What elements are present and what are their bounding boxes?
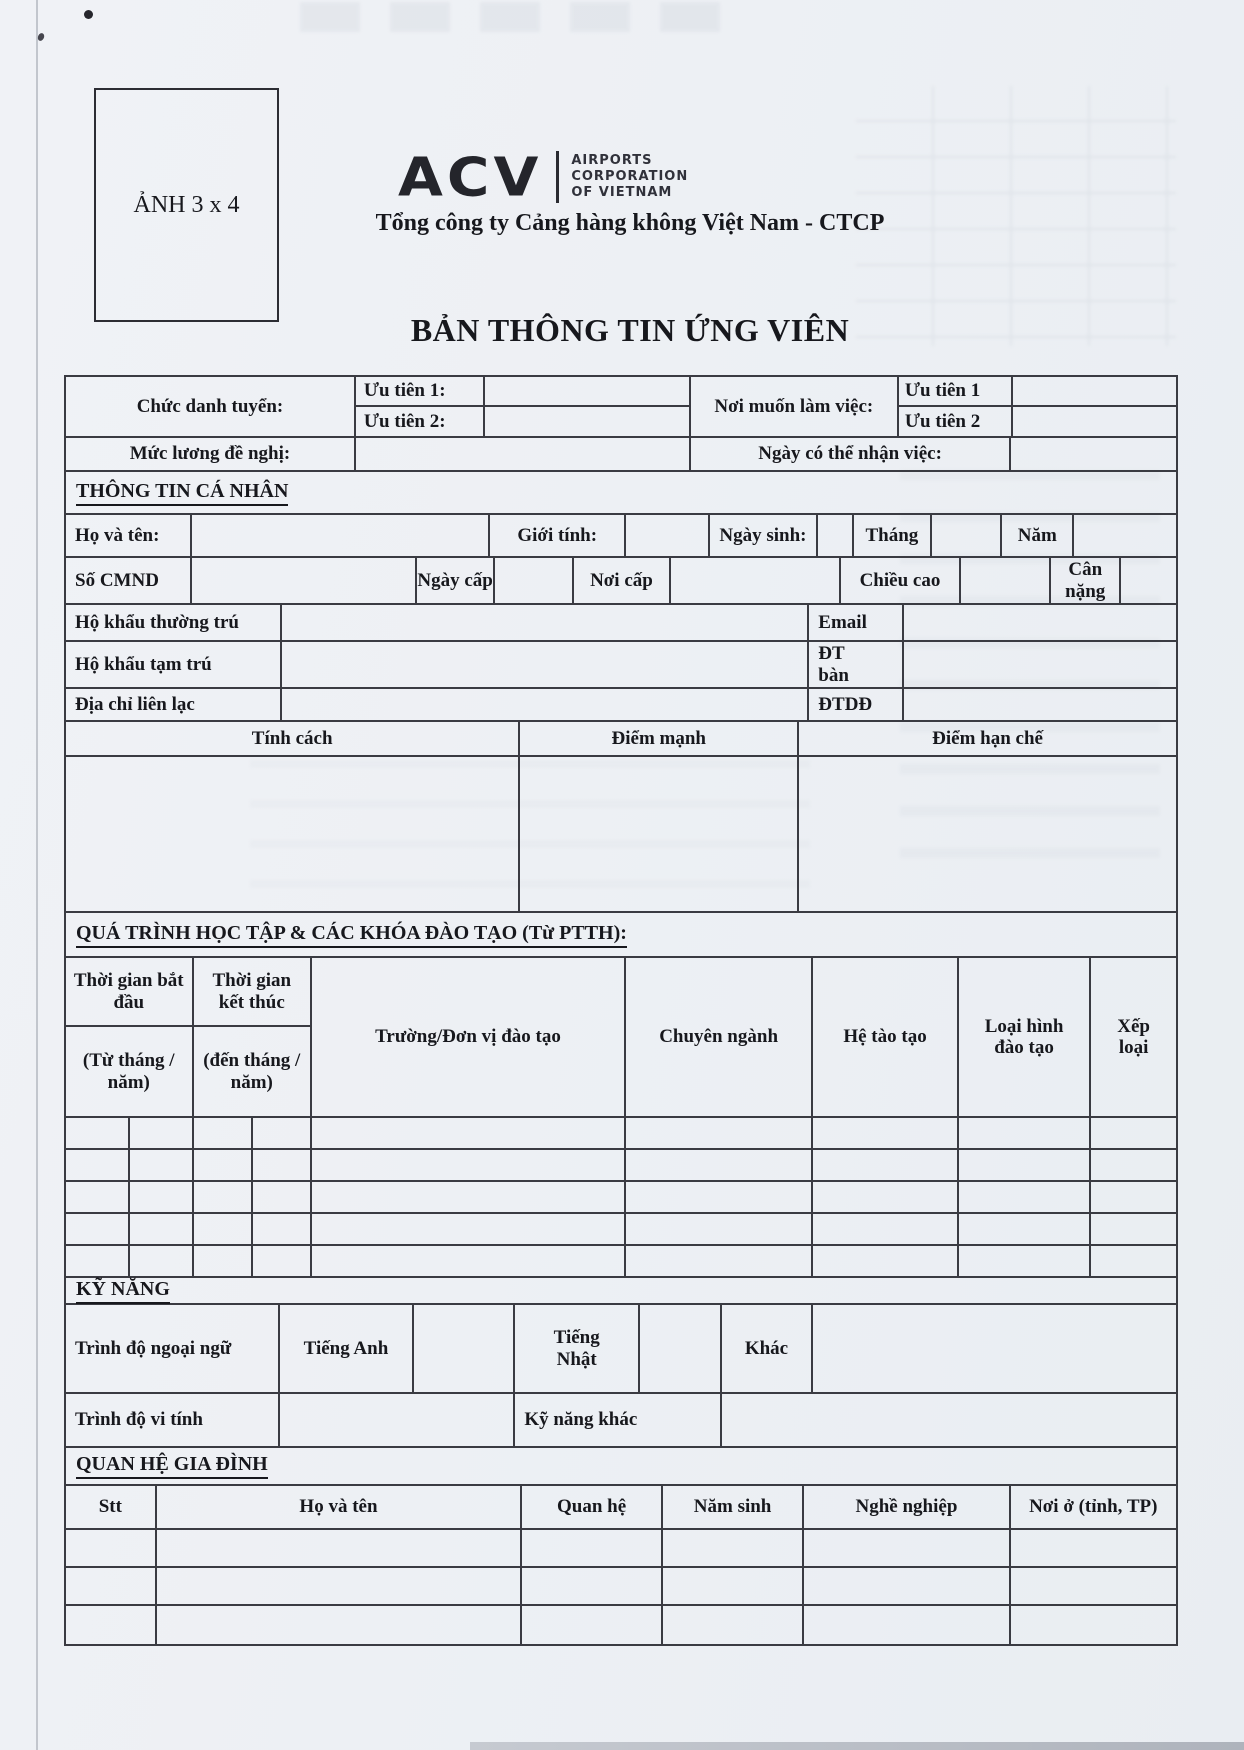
- temporary-address-label: Hộ khẩu tạm trú: [66, 642, 282, 687]
- permanent-address-row: [66, 605, 1176, 642]
- salary-label: Mức lương đề nghị:: [66, 438, 356, 470]
- end-time-note: (đến tháng / năm): [203, 1049, 301, 1093]
- weight-value-cell: [1121, 558, 1176, 603]
- edu-cell: [959, 1214, 1092, 1244]
- traits-body-row: [66, 757, 1176, 913]
- edu-cell: [253, 1182, 312, 1212]
- edu-cell: [1091, 1214, 1176, 1244]
- mobile-label: ĐTDĐ: [809, 689, 904, 720]
- family-empty-row: [66, 1568, 1176, 1606]
- position-row: [66, 377, 1176, 438]
- edu-cell: [312, 1214, 626, 1244]
- edu-cell: [253, 1214, 312, 1244]
- edu-cell: [813, 1214, 959, 1244]
- fullname-row: [66, 515, 1176, 558]
- edu-cell: [626, 1118, 813, 1148]
- application-form: [64, 375, 1178, 1646]
- edu-cell: [66, 1150, 130, 1180]
- mobile-value-cell: [904, 689, 1176, 720]
- id-card-row: [66, 558, 1176, 605]
- edu-cell: [1091, 1150, 1176, 1180]
- priority1-label: Ưu tiên 1:: [356, 377, 485, 405]
- edu-cell: [194, 1214, 253, 1244]
- email-value-cell: [904, 605, 1176, 640]
- japanese-label: Tiếng Nhật: [515, 1305, 640, 1392]
- rank-header: Xếp loại: [1117, 1015, 1151, 1058]
- scanner-edge-line: [36, 0, 38, 1750]
- training-type-header: Loại hình đào tạo: [959, 958, 1092, 1116]
- edu-cell: [130, 1214, 194, 1244]
- section-personal-info: [66, 472, 1176, 515]
- ink-dot: [84, 10, 93, 19]
- english-value-cell: [414, 1305, 516, 1392]
- dob-month-label: Tháng: [854, 515, 932, 556]
- foreign-language-label: Trình độ ngoại ngữ: [66, 1305, 280, 1392]
- landline-label: ĐT bàn: [809, 642, 904, 687]
- end-time-label: Thời gian kết thúc: [194, 958, 311, 1027]
- family-relation-header: Quan hệ: [522, 1486, 663, 1528]
- family-cell: [66, 1530, 157, 1566]
- edu-cell: [626, 1246, 813, 1276]
- edu-cell: [959, 1182, 1092, 1212]
- acv-logo: [398, 145, 689, 209]
- family-cell: [157, 1530, 523, 1566]
- gender-label: Giới tính:: [490, 515, 626, 556]
- edu-cell: [66, 1118, 130, 1148]
- edu-cell: [66, 1246, 130, 1276]
- edu-cell: [66, 1214, 130, 1244]
- edu-cell: [813, 1182, 959, 1212]
- height-label: Chiều cao: [841, 558, 961, 603]
- other-language-value-cell: [813, 1305, 1176, 1392]
- priority1-value-cell: [485, 377, 689, 405]
- weight-label: Cân nặng: [1051, 558, 1121, 603]
- form-title: BẢN THÔNG TIN ỨNG VIÊN: [410, 312, 850, 348]
- edu-cell: [253, 1246, 312, 1276]
- education-empty-row: [66, 1182, 1176, 1214]
- personality-value-cell: [66, 757, 520, 911]
- photo-label: ẢNH 3 x 4: [133, 191, 240, 218]
- limitations-header: Điểm hạn chế: [932, 727, 1043, 749]
- dob-day-cell: [818, 515, 854, 556]
- id-issue-date-label: Ngày cấp: [417, 558, 496, 603]
- family-cell: [522, 1606, 663, 1644]
- start-time-label: Thời gian bắt đầu: [66, 958, 192, 1027]
- edu-cell: [312, 1182, 626, 1212]
- edu-cell: [959, 1150, 1092, 1180]
- edu-cell: [626, 1150, 813, 1180]
- edu-cell: [626, 1182, 813, 1212]
- family-cell: [663, 1530, 805, 1566]
- start-date-label: Ngày có thể nhận việc:: [691, 438, 1012, 470]
- family-cell: [1011, 1606, 1176, 1644]
- scan-bottom-edge: [470, 1742, 1244, 1750]
- contact-address-value-cell: [282, 689, 809, 720]
- company-name: Tổng công ty Cảng hàng không Việt Nam - CTCP: [375, 210, 885, 236]
- priority1-subrow: [356, 377, 689, 407]
- school-header: Trường/Đơn vị đào tạo: [312, 958, 626, 1116]
- edu-cell: [194, 1150, 253, 1180]
- section-personal-info-title: THÔNG TIN CÁ NHÂN: [76, 480, 288, 506]
- family-header-row: [66, 1486, 1176, 1530]
- dob-year-label: Năm: [1002, 515, 1074, 556]
- computer-skill-label: Trình độ vi tính: [66, 1394, 280, 1446]
- family-cell: [157, 1606, 523, 1644]
- edu-cell: [1091, 1246, 1176, 1276]
- edu-cell: [626, 1214, 813, 1244]
- section-skills-title: KỸ NĂNG: [76, 1278, 170, 1304]
- language-skills-row: [66, 1305, 1176, 1394]
- priority2-value-cell: [485, 407, 689, 436]
- edu-cell: [959, 1118, 1092, 1148]
- education-end-header: [194, 958, 313, 1116]
- workplace-priority2-label: Ưu tiên 2: [899, 407, 1013, 436]
- id-number-label: Số CMND: [66, 558, 192, 603]
- section-family: [66, 1448, 1176, 1486]
- edu-cell: [1091, 1118, 1176, 1148]
- temporary-address-row: [66, 642, 1176, 689]
- email-label: Email: [809, 605, 904, 640]
- edu-cell: [130, 1118, 194, 1148]
- edu-cell: [312, 1118, 626, 1148]
- family-cell: [66, 1606, 157, 1644]
- major-header: Chuyên ngành: [626, 958, 813, 1116]
- strengths-header: Điểm mạnh: [520, 722, 799, 755]
- section-family-title: QUAN HỆ GIA ĐÌNH: [76, 1453, 268, 1479]
- logo-caption-line3: OF VIETNAM: [571, 185, 673, 201]
- logo-caption-line2: CORPORATION: [571, 168, 689, 184]
- section-education-title: QUÁ TRÌNH HỌC TẬP & CÁC KHÓA ĐÀO TẠO (Từ PTTH):: [76, 922, 627, 948]
- workplace-priority2-value-cell: [1013, 407, 1176, 436]
- edu-cell: [253, 1150, 312, 1180]
- permanent-address-value-cell: [282, 605, 809, 640]
- logo-divider: [556, 151, 559, 203]
- other-language-label: Khác: [722, 1305, 814, 1392]
- education-empty-row: [66, 1246, 1176, 1278]
- education-header-row: [66, 958, 1176, 1118]
- priority2-label: Ưu tiên 2:: [356, 407, 485, 436]
- computer-skills-row: [66, 1394, 1176, 1448]
- family-cell: [1011, 1530, 1176, 1566]
- id-issue-place-label: Nơi cấp: [574, 558, 671, 603]
- position-priority-group: [356, 377, 691, 436]
- education-start-header: [66, 958, 194, 1116]
- photo-placeholder-box: [94, 88, 279, 322]
- position-label: Chức danh tuyển:: [66, 377, 356, 436]
- dob-label: Ngày sinh:: [710, 515, 819, 556]
- family-cell: [66, 1568, 157, 1604]
- family-job-header: Nghề nghiệp: [804, 1486, 1010, 1528]
- family-cell: [663, 1568, 805, 1604]
- personality-header: Tính cách: [66, 722, 520, 755]
- acv-logo-text: ACV: [398, 145, 543, 209]
- family-empty-row: [66, 1530, 1176, 1568]
- fullname-label: Họ và tên:: [66, 515, 192, 556]
- other-skills-label: Kỹ năng khác: [515, 1394, 721, 1446]
- edu-cell: [813, 1150, 959, 1180]
- dob-month-cell: [932, 515, 1003, 556]
- computer-skill-value-cell: [280, 1394, 515, 1446]
- family-birthyear-header: Năm sinh: [663, 1486, 805, 1528]
- workplace-label: Nơi muốn làm việc:: [691, 377, 899, 436]
- family-cell: [157, 1568, 523, 1604]
- other-skills-value-cell: [722, 1394, 1176, 1446]
- id-issue-place-cell: [671, 558, 841, 603]
- english-label: Tiếng Anh: [280, 1305, 414, 1392]
- edu-cell: [130, 1182, 194, 1212]
- workplace-priority1-label: Ưu tiên 1: [899, 377, 1013, 405]
- workplace-priority1-subrow: [899, 377, 1176, 407]
- gender-value-cell: [626, 515, 710, 556]
- family-place-header: Nơi ở (tỉnh, TP): [1029, 1496, 1158, 1518]
- start-date-value-cell: [1011, 438, 1175, 470]
- family-name-header: Họ và tên: [157, 1486, 523, 1528]
- height-value-cell: [961, 558, 1052, 603]
- edu-cell: [1091, 1182, 1176, 1212]
- id-number-value-cell: [192, 558, 417, 603]
- edu-cell: [130, 1150, 194, 1180]
- traits-header-row: [66, 722, 1176, 757]
- education-empty-row: [66, 1214, 1176, 1246]
- workplace-priority-group: [899, 377, 1176, 436]
- family-cell: [804, 1606, 1010, 1644]
- id-issue-date-cell: [495, 558, 574, 603]
- edu-cell: [130, 1246, 194, 1276]
- limitations-value-cell: [799, 757, 1176, 911]
- family-cell: [804, 1568, 1010, 1604]
- edu-cell: [66, 1182, 130, 1212]
- strengths-value-cell: [520, 757, 799, 911]
- workplace-priority1-value-cell: [1013, 377, 1176, 405]
- family-cell: [522, 1568, 663, 1604]
- edu-cell: [312, 1246, 626, 1276]
- start-time-note: (Từ tháng / năm): [82, 1049, 175, 1093]
- section-skills: [66, 1278, 1176, 1305]
- priority2-subrow: [356, 407, 689, 436]
- japanese-value-cell: [640, 1305, 722, 1392]
- family-cell: [663, 1606, 805, 1644]
- family-cell: [522, 1530, 663, 1566]
- contact-address-label: Địa chỉ liên lạc: [66, 689, 282, 720]
- bleed-through-ghost: [300, 2, 720, 32]
- landline-value-cell: [904, 642, 1176, 687]
- permanent-address-label: Hộ khẩu thường trú: [66, 605, 282, 640]
- edu-cell: [194, 1118, 253, 1148]
- contact-address-row: [66, 689, 1176, 722]
- section-education: [66, 913, 1176, 958]
- edu-cell: [813, 1118, 959, 1148]
- edu-cell: [813, 1246, 959, 1276]
- edu-cell: [194, 1246, 253, 1276]
- family-cell: [1011, 1568, 1176, 1604]
- salary-value-cell: [356, 438, 691, 470]
- dob-year-cell: [1074, 515, 1176, 556]
- family-cell: [804, 1530, 1010, 1566]
- edu-cell: [959, 1246, 1092, 1276]
- training-system-header: Hệ tào tạo: [813, 958, 959, 1116]
- education-empty-row: [66, 1150, 1176, 1182]
- family-no-header: Stt: [66, 1486, 157, 1528]
- logo-caption-line1: AIRPORTS: [571, 152, 653, 168]
- family-empty-row: [66, 1606, 1176, 1644]
- temporary-address-value-cell: [282, 642, 809, 687]
- fullname-value-cell: [192, 515, 491, 556]
- edu-cell: [253, 1118, 312, 1148]
- education-empty-row: [66, 1118, 1176, 1150]
- salary-row: [66, 438, 1176, 472]
- workplace-priority2-subrow: [899, 407, 1176, 436]
- edu-cell: [312, 1150, 626, 1180]
- ink-dot: [37, 32, 46, 42]
- logo-caption: [571, 153, 688, 202]
- edu-cell: [194, 1182, 253, 1212]
